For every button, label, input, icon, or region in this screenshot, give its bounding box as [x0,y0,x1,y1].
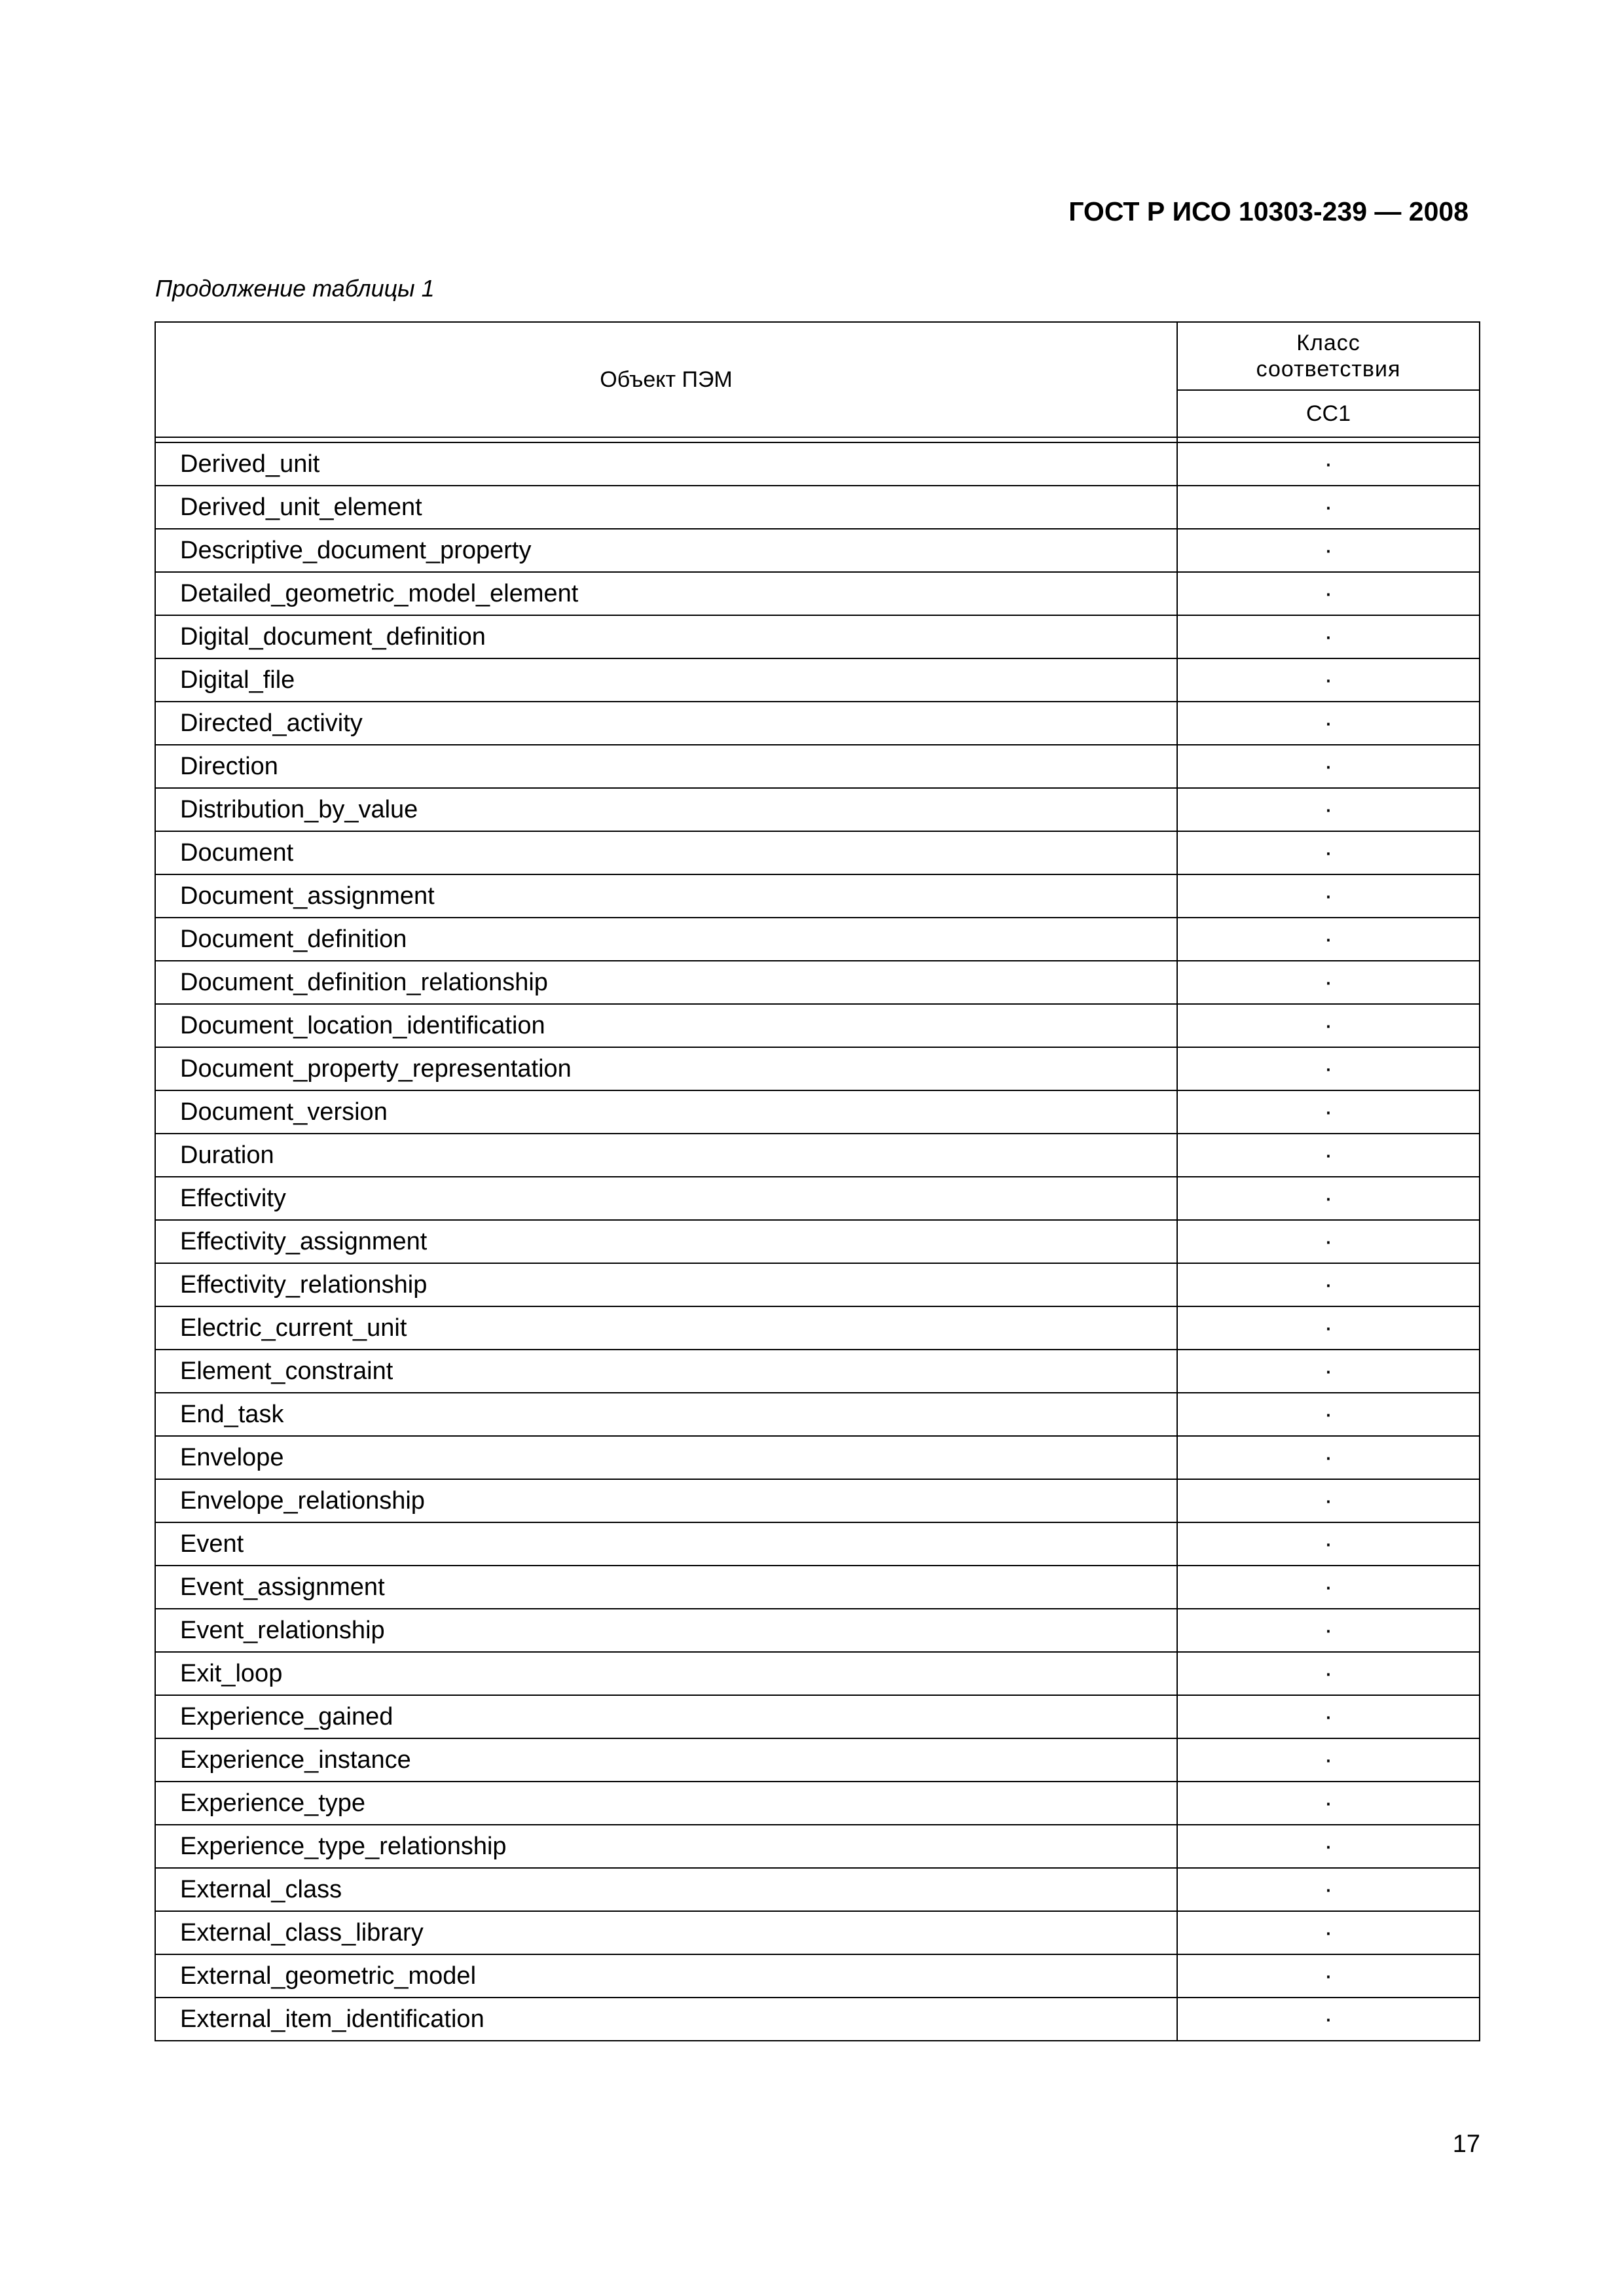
cc1-mark-cell: · [1177,1479,1480,1522]
table-row [155,1177,1480,1220]
object-name-cell: End_task [155,1393,1177,1436]
cc1-mark-cell: · [1177,1393,1480,1436]
object-name-cell: Document_location_identification [155,1004,1177,1047]
table-row [155,1479,1480,1522]
table-row [155,442,1480,486]
cc1-mark-cell: · [1177,1306,1480,1350]
object-name-cell: External_geometric_model [155,1954,1177,1998]
cc1-mark-cell: · [1177,1004,1480,1047]
table-row [155,1998,1480,2041]
table-row [155,1350,1480,1393]
object-name-cell: Direction [155,745,1177,788]
object-name-cell: Distribution_by_value [155,788,1177,831]
table-body [155,442,1480,2041]
table-head [155,322,1480,442]
column-header-class [1177,322,1480,390]
table-row [155,1652,1480,1695]
object-name-cell: Digital_file [155,658,1177,702]
cc1-mark-cell: · [1177,442,1480,486]
cc1-mark-cell: · [1177,1998,1480,2041]
object-name-cell: Directed_activity [155,702,1177,745]
table-row [155,1220,1480,1263]
cc1-mark-cell: · [1177,1522,1480,1566]
table-row [155,702,1480,745]
object-name-cell: External_class [155,1868,1177,1911]
table-row [155,745,1480,788]
cc1-mark-cell: · [1177,1350,1480,1393]
object-name-cell: Duration [155,1134,1177,1177]
cc1-mark-cell: · [1177,486,1480,529]
object-name-cell: Detailed_geometric_model_element [155,572,1177,615]
object-name-cell: Effectivity_relationship [155,1263,1177,1306]
cc1-mark-cell: · [1177,961,1480,1004]
object-name-cell: External_item_identification [155,1998,1177,2041]
cc1-mark-cell: · [1177,1177,1480,1220]
cc1-mark-cell: · [1177,1134,1480,1177]
object-name-cell: Element_constraint [155,1350,1177,1393]
table-row [155,1738,1480,1782]
cc1-mark-cell: · [1177,1090,1480,1134]
cc1-mark-cell: · [1177,1954,1480,1998]
cc1-mark-cell: · [1177,874,1480,918]
document-header: ГОСТ Р ИСО 10303-239 — 2008 [1068,196,1468,226]
cc1-mark-cell: · [1177,572,1480,615]
cc1-mark-cell: · [1177,1566,1480,1609]
cc1-mark-cell: · [1177,1047,1480,1090]
table-row [155,1522,1480,1566]
object-name-cell: Experience_type_relationship [155,1825,1177,1868]
table-row [155,918,1480,961]
table-row [155,486,1480,529]
page-number: 17 [1452,2130,1480,2158]
cc1-mark-cell: · [1177,831,1480,874]
table-caption: Продолжение таблицы 1 [155,275,435,302]
object-name-cell: Descriptive_document_property [155,529,1177,572]
table-row [155,1306,1480,1350]
cc1-mark-cell: · [1177,1652,1480,1695]
object-name-cell: Electric_current_unit [155,1306,1177,1350]
table-row [155,1868,1480,1911]
cc1-mark-cell: · [1177,1436,1480,1479]
table-row [155,1004,1480,1047]
object-name-cell: Effectivity_assignment [155,1220,1177,1263]
column-header-class-line2: соответствия [1256,357,1401,382]
header-separator-cell [1177,437,1480,442]
object-name-cell: Digital_document_definition [155,615,1177,658]
object-name-cell: Event_assignment [155,1566,1177,1609]
cc1-mark-cell: · [1177,1263,1480,1306]
column-header-object: Объект ПЭМ [155,322,1177,437]
table-row [155,1263,1480,1306]
header-separator-cell [155,437,1177,442]
cc1-mark-cell: · [1177,918,1480,961]
table-row [155,1134,1480,1177]
object-name-cell: Document_definition [155,918,1177,961]
object-name-cell: Exit_loop [155,1652,1177,1695]
cc1-mark-cell: · [1177,615,1480,658]
object-name-cell: Envelope [155,1436,1177,1479]
table-row [155,1047,1480,1090]
table-row [155,615,1480,658]
object-name-cell: Document_property_representation [155,1047,1177,1090]
table-row [155,1825,1480,1868]
cc1-mark-cell: · [1177,1220,1480,1263]
object-name-cell: Derived_unit_element [155,486,1177,529]
cc1-mark-cell: · [1177,1911,1480,1954]
cc1-mark-cell: · [1177,1868,1480,1911]
cc1-mark-cell: · [1177,1825,1480,1868]
conformance-table [155,321,1480,2041]
table-row [155,961,1480,1004]
cc1-mark-cell: · [1177,1609,1480,1652]
table-row [155,658,1480,702]
cc1-mark-cell: · [1177,1738,1480,1782]
object-name-cell: Document_version [155,1090,1177,1134]
table-row [155,1609,1480,1652]
table-row [155,1090,1480,1134]
table-row [155,874,1480,918]
object-name-cell: Document [155,831,1177,874]
table-row [155,1911,1480,1954]
table-row [155,1782,1480,1825]
table-row [155,1436,1480,1479]
cc1-mark-cell: · [1177,658,1480,702]
table-row [155,788,1480,831]
table-row [155,572,1480,615]
cc1-mark-cell: · [1177,702,1480,745]
object-name-cell: Event_relationship [155,1609,1177,1652]
header-separator [155,437,1480,442]
table-row [155,529,1480,572]
table-row [155,1566,1480,1609]
cc1-mark-cell: · [1177,745,1480,788]
object-name-cell: Document_assignment [155,874,1177,918]
table-row [155,1954,1480,1998]
cc1-mark-cell: · [1177,1695,1480,1738]
object-name-cell: Effectivity [155,1177,1177,1220]
object-name-cell: Event [155,1522,1177,1566]
object-name-cell: Experience_instance [155,1738,1177,1782]
cc1-mark-cell: · [1177,788,1480,831]
column-header-class-line1: Класс [1296,331,1360,355]
object-name-cell: External_class_library [155,1911,1177,1954]
cc1-mark-cell: · [1177,1782,1480,1825]
table-row [155,831,1480,874]
object-name-cell: Document_definition_relationship [155,961,1177,1004]
cc1-mark-cell: · [1177,529,1480,572]
table-row [155,1695,1480,1738]
object-name-cell: Envelope_relationship [155,1479,1177,1522]
object-name-cell: Experience_gained [155,1695,1177,1738]
object-name-cell: Experience_type [155,1782,1177,1825]
table-row [155,1393,1480,1436]
column-header-cc1: CC1 [1177,390,1480,437]
object-name-cell: Derived_unit [155,442,1177,486]
